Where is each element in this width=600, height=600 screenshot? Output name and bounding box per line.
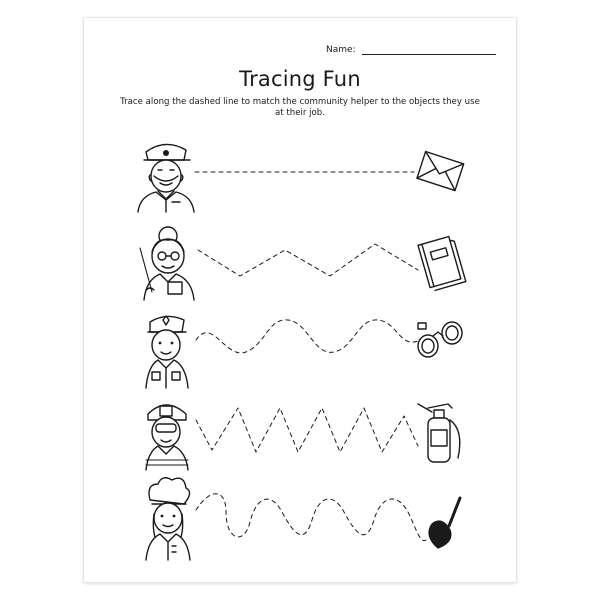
tracing-path-loops[interactable] [196,494,426,541]
tracing-path-zigzag-wide[interactable] [198,244,418,276]
police-officer-icon [146,316,188,388]
name-label: Name: [326,45,356,55]
tracing-path-wave[interactable] [196,320,420,353]
mail-carrier-icon [138,144,194,212]
worksheet-instructions: Trace along the dashed line to match the community helper to the objects they use at their job. [120,97,480,118]
tracing-path-zigzag-tight[interactable] [196,408,418,452]
fire-extinguisher-icon [418,404,460,462]
envelope-icon [417,152,464,191]
whisk-icon [429,498,460,548]
chef-icon [146,478,190,560]
teacher-icon [140,227,194,300]
firefighter-icon [146,405,188,470]
book-icon [418,235,466,291]
worksheet-title: Tracing Fun [239,67,361,91]
handcuffs-icon [418,322,462,357]
